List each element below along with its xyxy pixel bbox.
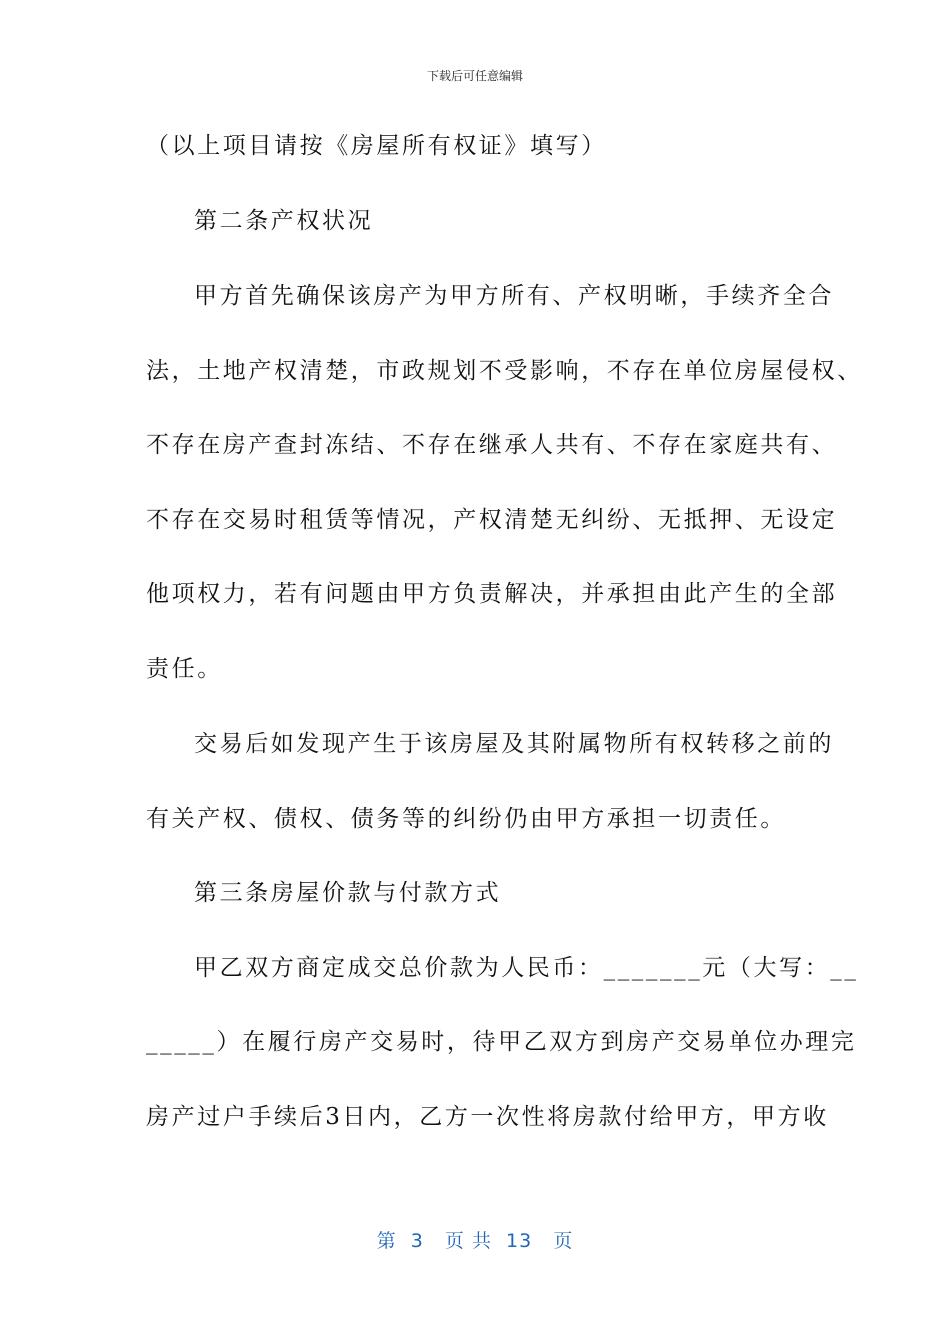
text-line: 房产过户手续后3日内，乙方一次性将房款付给甲方，甲方收 (146, 1104, 829, 1130)
text-line: 交易后如发现产生于该房屋及其附属物所有权转移之前的 (194, 731, 834, 757)
header-note: 下载后可任意编辑 (426, 69, 523, 83)
text-line: 不存在房产查封冻结、不存在继承人共有、不存在家庭共有、 (146, 432, 838, 458)
text-line: 不存在交易时租赁等情况，产权清楚无纠纷、无抵押、无设定 (146, 507, 838, 533)
section-heading-article-3: 第三条房屋价款与付款方式 (194, 880, 502, 906)
text-line-note: （以上项目请按《房屋所有权证》填写） (146, 133, 607, 159)
text-line: 甲乙双方商定成交总价款为人民币：_______元（大写：__ (194, 955, 859, 981)
text-line: 他项权力，若有问题由甲方负责解决，并承担由此产生的全部 (146, 581, 838, 607)
text-line: _____）在履行房产交易时，待甲乙双方到房产交易单位办理完 (146, 1029, 857, 1055)
section-heading-article-2: 第二条产权状况 (194, 208, 374, 234)
text-line: 有关产权、债权、债务等的纠纷仍由甲方承担一切责任。 (146, 806, 786, 832)
text-line: 责任。 (146, 656, 223, 682)
text-line: 甲方首先确保该房产为甲方所有、产权明晰，手续齐全合 (194, 283, 834, 309)
page-indicator: 第 3 页 共 13 页 (376, 1230, 574, 1252)
text-line: 法，土地产权清楚，市政规划不受影响，不存在单位房屋侵权、 (146, 358, 863, 384)
